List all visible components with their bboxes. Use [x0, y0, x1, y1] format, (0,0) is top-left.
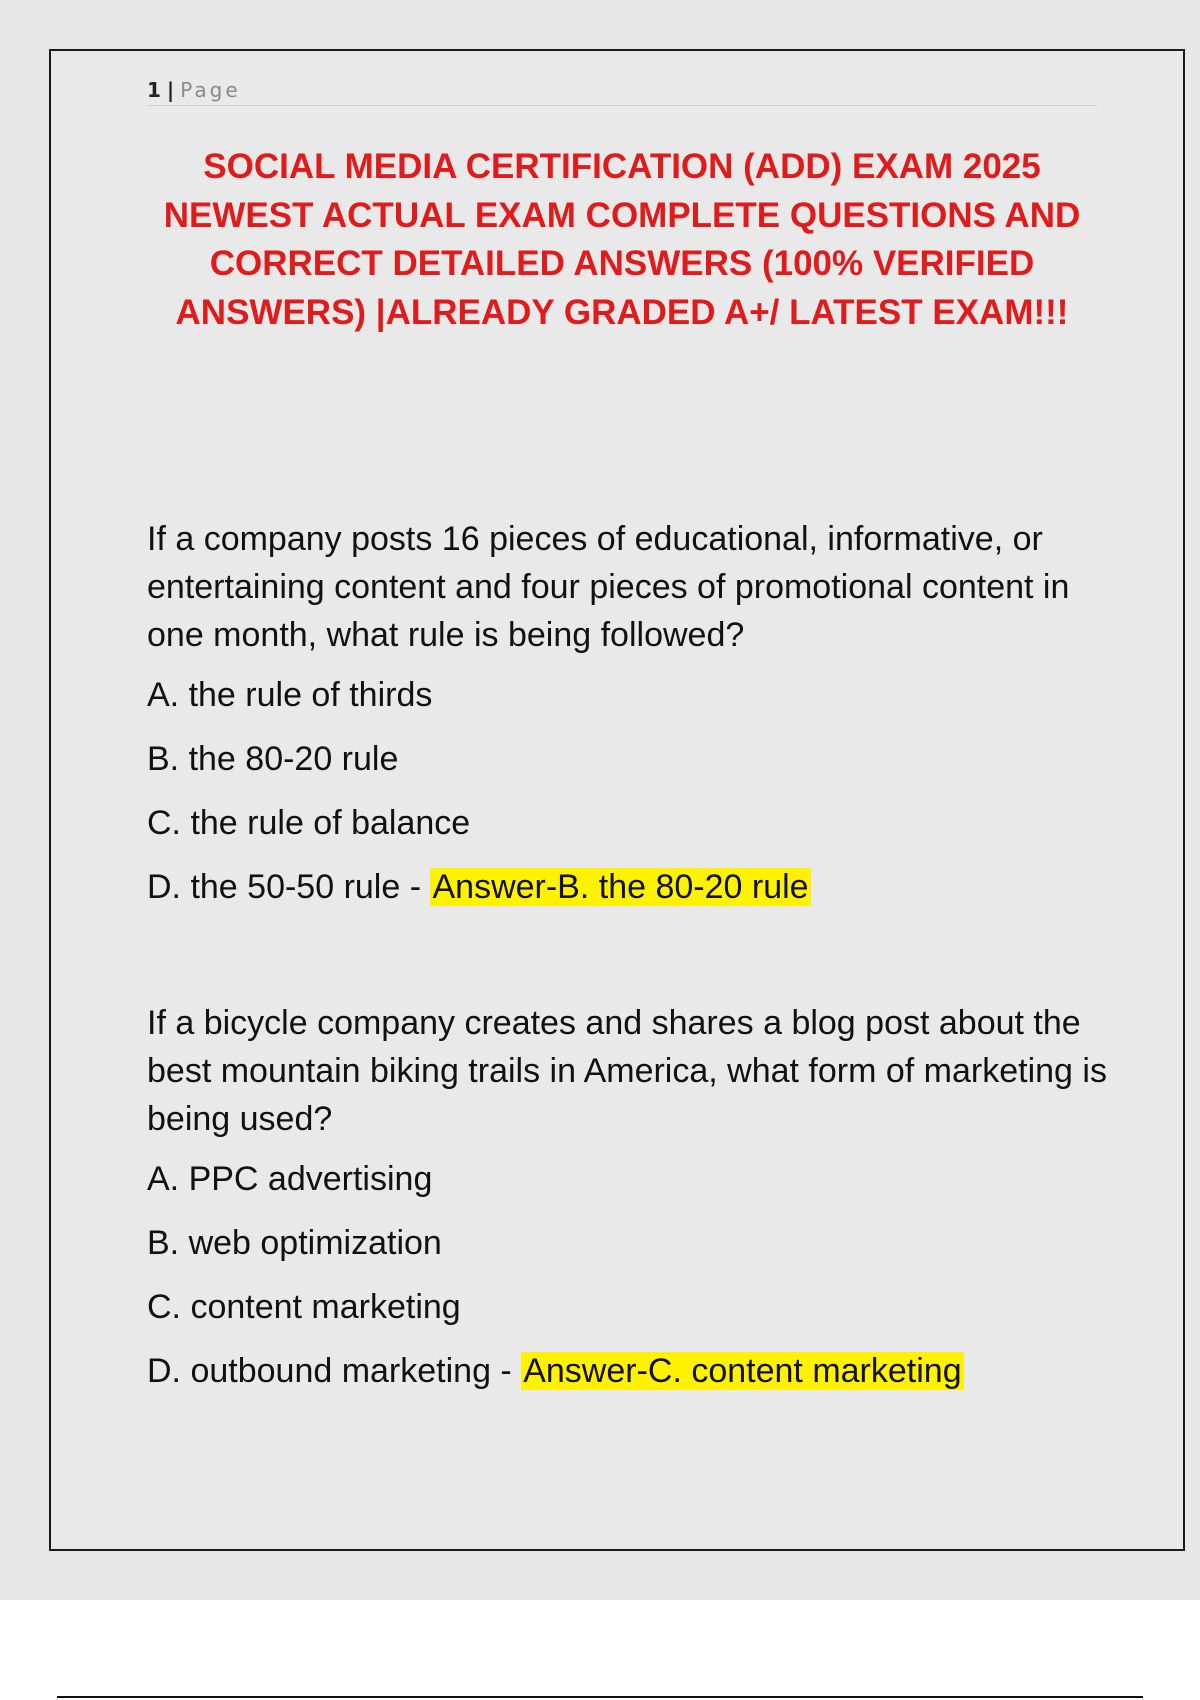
option-b: B. the 80-20 rule [147, 740, 399, 778]
question-stem: If a bicycle company creates and shares a blog post about the best mountain biking trails in America, what form of marketing is being used? [147, 1004, 1107, 1138]
answer-highlight: Answer-C. content marketing [523, 1352, 962, 1390]
option-c: C. the rule of balance [147, 804, 471, 842]
option-b: B. web optimization [147, 1224, 442, 1262]
page-separator: | [166, 78, 175, 102]
option-d [147, 1347, 1107, 1395]
option-d-text: D. the 50-50 rule - [147, 868, 431, 906]
question-1 [147, 515, 1107, 911]
answer-highlight: Answer-B. the 80-20 rule [432, 868, 809, 906]
option-d [147, 863, 1107, 911]
option-d-text: D. outbound marketing - [147, 1352, 522, 1390]
question-2 [147, 999, 1107, 1395]
document-page [49, 49, 1185, 1551]
footer-rule [57, 1696, 1143, 1698]
option-a: A. PPC advertising [147, 1160, 433, 1198]
option-a: A. the rule of thirds [147, 676, 433, 714]
document-title: SOCIAL MEDIA CERTIFICATION (ADD) EXAM 2025 NEWEST ACTUAL EXAM COMPLETE QUESTIONS AND CORRECT DETAILED ANSWERS (100% VERIFIED ANSWERS) |ALREADY GRADED A+/ LATEST EXAM!!! [163, 147, 1081, 332]
page-word: Page [180, 78, 241, 102]
page-header [147, 75, 1097, 106]
page-number: 1 [147, 78, 161, 102]
question-stem: If a company posts 16 pieces of educational, informative, or entertaining content and four pieces of promotional content in one month, what rule is being followed? [147, 520, 1070, 654]
option-c: C. content marketing [147, 1288, 461, 1326]
